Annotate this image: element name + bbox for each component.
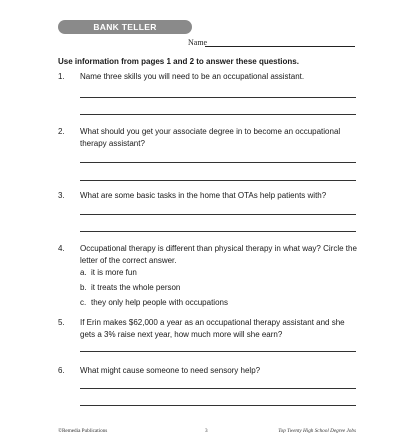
question-text: What might cause someone to need sensory help?	[80, 366, 261, 375]
answer-line[interactable]	[80, 162, 356, 163]
instructions: Use information from pages 1 and 2 to answer these questions.	[58, 57, 299, 66]
answer-line[interactable]	[80, 180, 356, 181]
choice-letter: c.	[80, 298, 87, 307]
answer-line[interactable]	[80, 388, 356, 389]
answer-line[interactable]	[80, 351, 356, 352]
choice-c[interactable]	[80, 298, 228, 307]
question-text: What should you get your associate degree in to become an occupational therapy assistant?	[80, 127, 341, 148]
choice-letter: b.	[80, 283, 87, 292]
answer-line[interactable]	[80, 405, 356, 406]
question-number: 1.	[58, 72, 65, 81]
choice-b[interactable]	[80, 283, 180, 292]
choice-letter: a.	[80, 268, 87, 277]
footer-series: Top Twenty High School Degree Jobs	[278, 428, 356, 434]
question-number: 3.	[58, 191, 65, 200]
question-text: Occupational therapy is different than physical therapy in what way? Circle the letter of the correct answer.	[80, 244, 357, 265]
answer-line[interactable]	[80, 114, 356, 115]
question-text: If Erin makes $62,000 a year as an occupational therapy assistant and she gets a 3% raise next year, how much more will she earn?	[80, 318, 345, 339]
question-number: 4.	[58, 244, 65, 253]
choice-text: it is more fun	[91, 268, 137, 277]
choice-text: they only help people with occupations	[91, 298, 228, 307]
footer-publisher: ©Remedia Publications	[58, 428, 108, 434]
name-label: Name	[188, 38, 208, 47]
choice-text: it treats the whole person	[91, 283, 181, 292]
question-number: 5.	[58, 318, 65, 327]
footer-page-number: 3	[205, 428, 208, 434]
question-text: What are some basic tasks in the home that OTAs help patients with?	[80, 191, 327, 200]
answer-line[interactable]	[80, 97, 356, 98]
question-number: 2.	[58, 127, 65, 136]
choice-a[interactable]	[80, 268, 137, 277]
answer-line[interactable]	[80, 231, 356, 232]
question-text: Name three skills you will need to be an occupational assistant.	[80, 72, 305, 81]
name-field-line[interactable]	[205, 46, 355, 47]
answer-line[interactable]	[80, 214, 356, 215]
question-number: 6.	[58, 366, 65, 375]
section-badge: BANK TELLER	[58, 20, 192, 34]
